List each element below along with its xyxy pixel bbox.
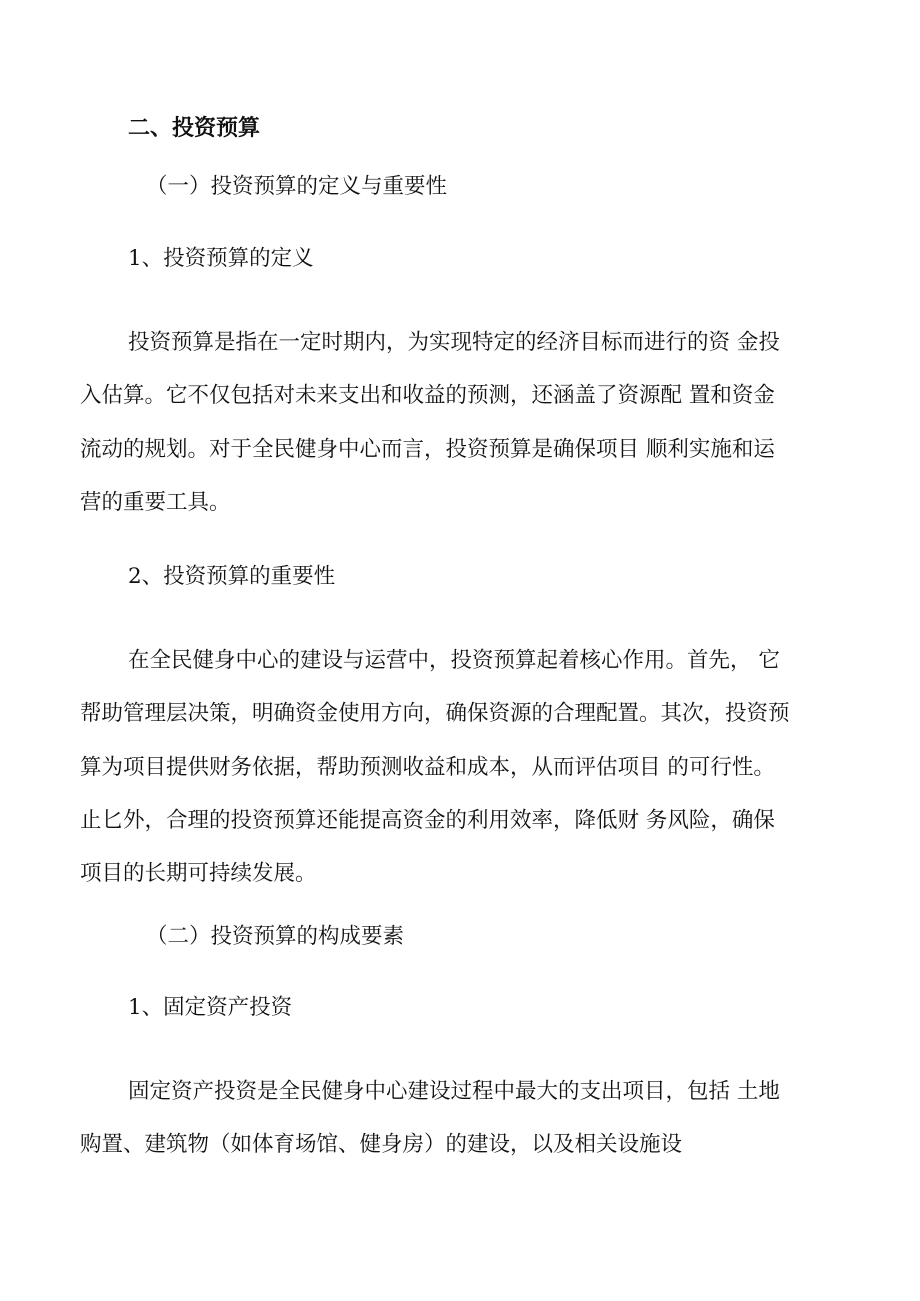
subsection-title-1: （一）投资预算的定义与重要性	[146, 174, 448, 199]
item-heading-1-2: 2、投资预算的重要性	[128, 564, 336, 589]
item-heading-2-1: 1、固定资产投资	[128, 995, 293, 1020]
paragraph-line: 购置、建筑物（如体育场馆、健身房）的建设，以及相关设施设	[80, 1132, 683, 1157]
paragraph-line: 流动的规划。对于全民健身中心而言，投资预算是确保项目 顺利实施和运	[80, 437, 775, 462]
paragraph-line: 投资预算是指在一定时期内，为实现特定的经济目标而进行的资 金投	[128, 330, 780, 355]
paragraph-line: 止匕外，合理的投资预算还能提高资金的利用效率，降低财 务风险，确保	[80, 808, 775, 833]
paragraph-line: 营的重要工具。	[80, 490, 231, 515]
paragraph-line: 固定资产投资是全民健身中心建设过程中最大的支出项目，包括 土地	[128, 1079, 780, 1104]
section-title: 二、投资预算	[128, 115, 261, 141]
subsection-title-2: （二）投资预算的构成要素	[146, 924, 405, 949]
paragraph-line: 入估算。它不仅包括对未来支出和收益的预测，还涵盖了资源配 置和资金	[80, 383, 775, 408]
paragraph-line: 在全民健身中心的建设与运营中，投资预算起着核心作用。首先， 它	[128, 648, 780, 673]
paragraph-line: 帮助管理层决策，明确资金使用方向，确保资源的合理配置。其次，投资预	[80, 701, 790, 726]
item-heading-1-1: 1、投资预算的定义	[128, 246, 314, 271]
paragraph-line: 项目的长期可持续发展。	[80, 861, 317, 886]
paragraph-line: 算为项目提供财务依据，帮助预测收益和成本，从而评估项目 的可行性。	[80, 755, 775, 780]
